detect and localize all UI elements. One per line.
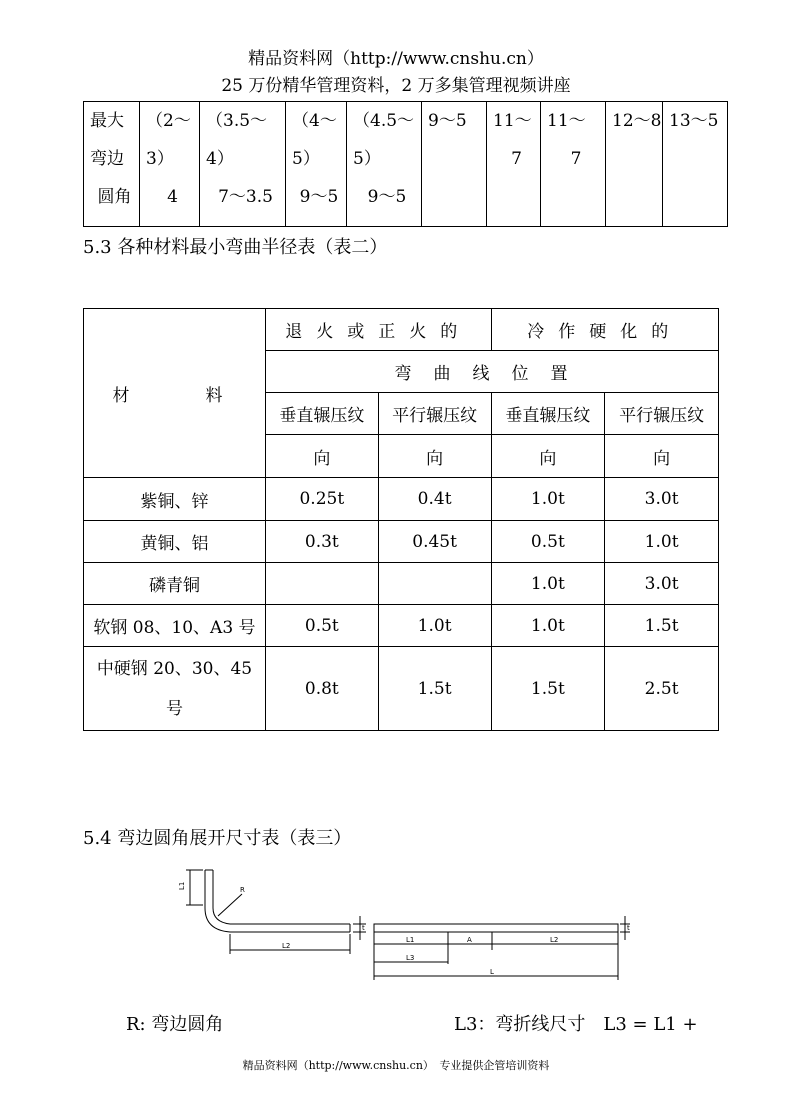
value-cell: 2.5t	[605, 647, 719, 731]
fillet-cell	[663, 140, 727, 178]
header-line-2: 25 万份精华管理资料，2 万多集管理视频讲座	[221, 76, 571, 96]
fillet-column	[140, 102, 200, 227]
fillet-cell: 9～5	[367, 187, 407, 207]
annealed-header: 退火或正火的	[265, 309, 491, 351]
legend-l3: L3：弯折线尺寸 L3 = L1 +	[454, 1014, 698, 1035]
fillet-cell: 7	[511, 149, 522, 169]
table-min-bend-radius	[83, 308, 719, 731]
table-row	[84, 563, 719, 605]
fillet-cell: （4～	[292, 111, 337, 131]
fillet-cell: 7	[570, 149, 582, 169]
value-cell: 1.0t	[378, 605, 491, 647]
value-cell	[265, 563, 378, 605]
material-cell: 磷青铜	[84, 563, 266, 605]
value-cell: 0.4t	[378, 478, 491, 521]
fillet-cell: （2～	[146, 111, 191, 131]
fillet-cell: 弯边	[90, 149, 124, 169]
label-l3: L3	[406, 954, 415, 962]
table-row	[84, 647, 719, 731]
dir-2: 向	[378, 435, 491, 478]
material-cell: 软钢 08、10、A3 号	[84, 605, 266, 647]
dir-1: 向	[265, 435, 378, 478]
header-line-1: 精品资料网（http://www.cnshu.cn）	[248, 49, 544, 69]
fillet-cell: 9～5	[299, 187, 339, 207]
value-cell: 1.0t	[491, 478, 605, 521]
material-line-1: 中硬钢 20、30、45	[96, 658, 253, 679]
fillet-cell: （3.5～	[206, 111, 268, 131]
fillet-column	[606, 102, 663, 227]
value-cell: 0.5t	[491, 521, 605, 563]
bent-part-drawing	[186, 870, 366, 954]
fillet-cell: 圆角	[97, 187, 132, 207]
label-l1-flat: L1	[406, 936, 415, 944]
fillet-cell: 12～8	[612, 111, 662, 131]
value-cell: 1.0t	[491, 563, 605, 605]
fillet-cell	[487, 178, 540, 216]
fillet-cell: 9～5	[428, 111, 467, 131]
section-5-4-title: 5.4 弯边圆角展开尺寸表（表三）	[83, 828, 352, 849]
fillet-cell: 11～	[493, 111, 532, 131]
table-row	[84, 605, 719, 647]
footer: 精品资料网（http://www.cnshu.cn） 专业提供企管培训资料	[242, 1059, 550, 1072]
fillet-cell: 13～5	[669, 111, 719, 131]
fillet-column	[487, 102, 541, 227]
material-cell: 黄铜、铝	[84, 521, 266, 563]
value-cell: 3.0t	[605, 563, 719, 605]
label-l2-1: L2	[282, 942, 291, 950]
value-cell: 1.0t	[605, 521, 719, 563]
table-fillet-values	[83, 101, 728, 227]
fillet-cell: 4）	[206, 149, 234, 169]
fillet-cell: 最大	[90, 111, 124, 131]
fillet-column	[347, 102, 422, 227]
dir-3: 向	[491, 435, 605, 478]
material-header: 材 料	[84, 309, 266, 478]
value-cell: 3.0t	[605, 478, 719, 521]
value-cell: 0.8t	[265, 647, 378, 731]
fillet-column	[286, 102, 347, 227]
fillet-cell: 11～	[547, 111, 586, 131]
fillet-cell: 4	[167, 187, 178, 207]
value-cell: 1.0t	[491, 605, 605, 647]
legend-r: R: 弯边圆角	[126, 1014, 224, 1035]
value-cell: 1.5t	[378, 647, 491, 731]
material-cell: 紫铜、锌	[84, 478, 266, 521]
value-cell	[378, 563, 491, 605]
perp-header-2: 垂直辗压纹	[491, 393, 605, 435]
value-cell: 1.5t	[491, 647, 605, 731]
dir-4: 向	[605, 435, 719, 478]
perp-header-1: 垂直辗压纹	[265, 393, 378, 435]
fillet-cell: 3）	[146, 149, 174, 169]
value-cell: 0.45t	[378, 521, 491, 563]
value-cell: 0.3t	[265, 521, 378, 563]
section-5-3-title: 5.3 各种材料最小弯曲半径表（表二）	[83, 237, 388, 258]
label-l2-flat: L2	[550, 936, 559, 944]
bend-line-header: 弯曲线位置	[265, 351, 718, 393]
para-header-2: 平行辗压纹	[605, 393, 719, 435]
label-r: R	[240, 886, 245, 894]
fillet-column	[422, 102, 487, 227]
bend-diagram	[170, 860, 640, 990]
fillet-column	[84, 102, 140, 227]
value-cell: 0.5t	[265, 605, 378, 647]
value-cell: 0.25t	[265, 478, 378, 521]
fillet-cell: 5）	[292, 149, 320, 169]
value-cell: 1.5t	[605, 605, 719, 647]
flat-part-drawing	[374, 916, 630, 980]
material-line-2: 号	[165, 698, 183, 719]
para-header-1: 平行辗压纹	[378, 393, 491, 435]
label-a: A	[467, 936, 472, 944]
table-row	[84, 521, 719, 563]
fillet-column	[541, 102, 606, 227]
fillet-cell	[541, 178, 605, 216]
label-t-1: t	[362, 924, 365, 932]
fillet-cell	[422, 140, 486, 178]
fillet-cell: 5）	[353, 149, 381, 169]
fillet-column	[200, 102, 286, 227]
fillet-cell	[606, 178, 662, 216]
fillet-cell: （4.5～	[353, 111, 415, 131]
fillet-cell	[422, 178, 486, 216]
label-l1: L1	[178, 881, 186, 890]
material-cell	[84, 647, 266, 731]
table-row	[84, 478, 719, 521]
fillet-column	[663, 102, 728, 227]
fillet-cell	[606, 140, 662, 178]
fillet-cell	[663, 178, 727, 216]
label-t-2: t	[627, 924, 630, 932]
fillet-cell: 7～3.5	[218, 187, 273, 207]
label-l: L	[490, 968, 494, 976]
cold-hardened-header: 冷作硬化的	[491, 309, 719, 351]
